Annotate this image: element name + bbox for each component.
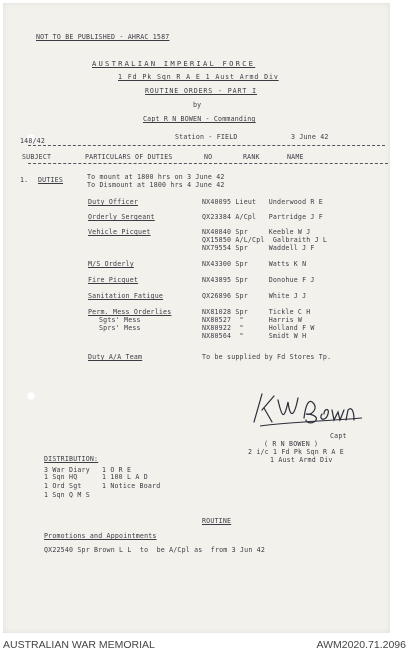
signatory-division: 1 Aust Armd Div [270,456,333,464]
duty-label: Vehicle Picquet [88,228,151,236]
order-number: 148/42 [20,137,46,145]
order-date: 3 June 42 [291,133,329,141]
duty-detail: NX43300 Spr Watts K N [202,260,307,268]
unit-title: 1 Fd Pk Sqn R A E 1 Aust Armd Div [118,73,279,81]
duty-label: Sprs' Mess [99,324,141,332]
promotions-title: Promotions and Appointments [44,532,157,540]
duty-label: Perm. Mess Orderlies [88,308,172,316]
footer-accession: AWM2020.71.2096 [316,639,406,651]
distribution-item: 1 Notice Board [102,482,161,490]
distribution-item: 1 Sqn HQ [44,473,78,481]
dismount-line: To Dismount at 1800 hrs 4 June 42 [87,181,225,189]
header-rule [28,145,385,146]
duty-label: Duty Officer [88,198,139,206]
force-title: AUSTRALIAN IMPERIAL FORCE [92,59,256,68]
duty-detail: NX40840 Spr Keeble W J [202,228,311,236]
station-line: Station - FIELD [175,133,238,141]
signatory-rank: Capt [330,432,347,440]
duty-label: Sanitation Fatigue [88,292,164,300]
duty-detail: NX79554 Spr Waddell J F [202,244,315,252]
distribution-item: 1 O R E [102,466,132,474]
signature [248,388,368,430]
signatory-name: ( R N BOWEN ) [264,440,319,448]
duty-detail: NX80527 " Harris W [202,316,303,324]
commander-line: Capt R N BOWEN - Commanding [143,115,256,123]
distribution-item: 1 100 L A D [102,473,148,481]
punch-hole [26,391,36,401]
duty-detail: QX26896 Spr White J J [202,292,307,300]
distribution-title: DISTRIBUTION: [44,455,99,463]
duty-label: M/S Orderly [88,260,134,268]
footer-credit: AUSTRALIAN WAR MEMORIAL [3,639,155,651]
column-no: NO [204,153,213,161]
duty-detail: NX81028 Spr Tickle C H [202,308,311,316]
duty-detail: QX15850 A/L/Cpl Galbraith J L [202,236,328,244]
distribution-item: 1 Sqn Q M S [44,491,90,499]
duty-label: Sgts' Mess [99,316,141,324]
promotion-line: QX22540 Spr Brown L L to be A/Cpl as from 3 Jun 42 [44,546,265,554]
duty-label: Duty A/A Team [88,353,143,361]
duty-detail: NX80564 " Smidt W H [202,332,307,340]
duty-detail: NX40095 Lieut Underwood R E [202,198,323,206]
restriction-line: NOT TO BE PUBLISHED - AHRAC 1587 [36,33,170,41]
duty-label: Orderly Sergeant [88,213,155,221]
section-number: 1. [20,176,29,184]
routine-heading: ROUTINE [202,517,232,525]
duty-label: Fire Picquet [88,276,139,284]
signatory-appointment: 2 i/c 1 Fd Pk Sqn R A E [248,448,344,456]
mount-line: To mount at 1800 hrs on 3 June 42 [87,173,225,181]
column-name: NAME [287,153,304,161]
distribution-item: 3 War Diary [44,466,90,474]
columns-rule [28,163,388,164]
duty-detail: NX43895 Spr Donohue F J [202,276,315,284]
orders-title: ROUTINE ORDERS - PART I [145,87,258,95]
distribution-item: 1 Ord Sgt [44,482,82,490]
duty-detail: To be supplied by Fd Stores Tp. [202,353,332,361]
column-rank: RANK [243,153,260,161]
section-title: DUTIES [38,176,64,184]
duty-detail: NX80922 " Holland F W [202,324,315,332]
column-subject: SUBJECT [22,153,52,161]
duty-detail: QX23384 A/Cpl Partridge J F [202,213,323,221]
by-line: by [193,101,202,109]
column-particulars: PARTICULARS OF DUTIES [85,153,173,161]
